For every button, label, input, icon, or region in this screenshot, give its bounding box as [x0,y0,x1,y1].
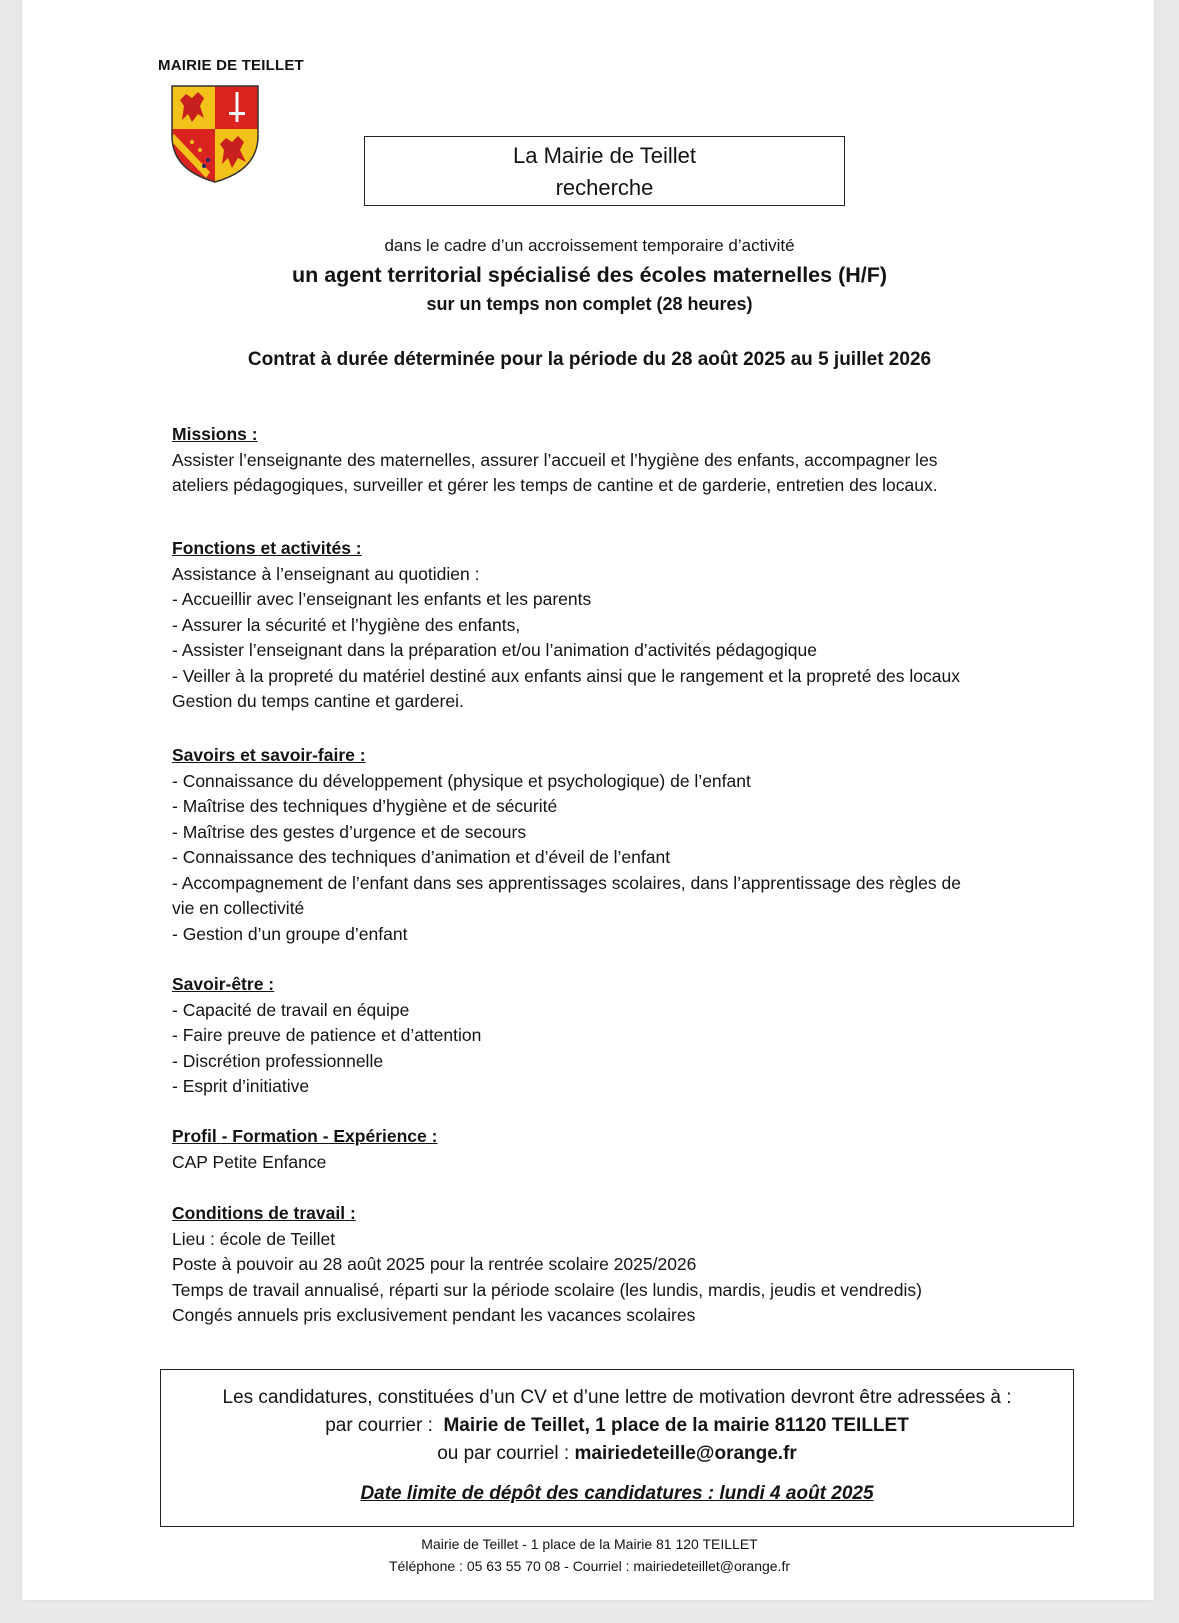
application-email [161,1440,1073,1468]
list-item: - Assister l’enseignant dans la préparation et/ou l’animation d’activités pédagogique [172,640,817,660]
footer-contact: Téléphone : 05 63 55 70 08 - Courriel : mairiedeteillet@orange.fr [389,1558,790,1574]
list-item: - Veiller à la propreté du matériel destiné aux enfants ainsi que le rangement et la propreté des locaux [172,665,960,686]
savoir-etre-section [172,972,1052,1100]
title-box [364,136,845,206]
job-title: un agent territorial spécialisé des écoles maternelles (H/F) [291,263,888,287]
footer-address: Mairie de Teillet - 1 place de la Mairie 81 120 TEILLET [421,1536,758,1552]
list-item: - Connaissance des techniques d’animation et d’éveil de l’enfant [172,847,671,867]
contract-text: Contrat à durée déterminée pour la période du 28 août 2025 au 5 juillet 2026 [247,349,932,370]
deadline-text: Date limite de dépôt des candidatures : lundi 4 août 2025 [360,1483,874,1504]
missions-text-2: ateliers pédagogiques, surveiller et gérer les temps de cantine et de garderie, entretien des locaux. [172,475,938,495]
savoirs-section [172,743,1052,947]
list-item: - Maîtrise des techniques d’hygiène et de sécurité [172,796,558,816]
conditions-section [172,1201,1052,1329]
mail-address: Mairie de Teillet, 1 place de la mairie 81120 TEILLET [443,1415,909,1436]
list-item: - Discrétion professionnelle [172,1050,384,1071]
savoir-etre-heading: Savoir-être : [172,974,275,994]
list-item: - Maîtrise des gestes d’urgence et de secours [172,821,527,842]
list-item: vie en collectivité [172,898,305,918]
missions-section [172,422,1052,499]
list-item: - Connaissance du développement (physique et psychologique) de l’enfant [172,770,751,791]
hours-text: sur un temps non complet (28 heures) [426,294,753,314]
list-item: Assistance à l’enseignant au quotidien : [172,563,480,584]
fonctions-heading: Fonctions et activités : [172,538,362,558]
conditions-heading: Conditions de travail : [172,1203,356,1223]
mairie-label: MAIRIE DE TEILLET [158,57,304,74]
title-line-2: recherche [555,175,654,200]
list-item: - Capacité de travail en équipe [172,999,410,1020]
email-address: mairiedeteille@orange.fr [574,1443,797,1464]
missions-text-1: Assister l’enseignante des maternelles, assurer l’accueil et l’hygiène des enfants, accompagner les [172,449,938,470]
list-item: CAP Petite Enfance [172,1151,327,1172]
fonctions-section [172,536,1052,715]
list-item: Gestion du temps cantine et garderei. [172,691,464,711]
intro-text: dans le cadre d’un accroissement temporaire d’activité [384,236,795,255]
list-item: - Accompagnement de l’enfant dans ses apprentissages scolaires, dans l’apprentissage des règles de [172,872,961,893]
coat-of-arms-icon [170,84,260,184]
list-item: Congés annuels pris exclusivement pendant les vacances scolaires [172,1305,696,1325]
list-item: - Faire preuve de patience et d’attention [172,1025,482,1045]
list-item: Lieu : école de Teillet [172,1228,336,1249]
profil-heading: Profil - Formation - Expérience : [172,1126,438,1146]
savoirs-heading: Savoirs et savoir-faire : [172,745,366,765]
application-box [160,1369,1074,1527]
list-item: - Esprit d’initiative [172,1076,310,1096]
list-item: - Gestion d’un groupe d’enfant [172,923,408,944]
list-item: - Accueillir avec l’enseignant les enfants et les parents [172,589,592,609]
email-prefix: ou par courriel : [437,1443,570,1464]
missions-heading: Missions : [172,424,258,444]
profil-section [172,1124,1052,1175]
title-line-1: La Mairie de Teillet [512,143,697,168]
application-mail [161,1412,1073,1440]
list-item: Poste à pouvoir au 28 août 2025 pour la rentrée scolaire 2025/2026 [172,1254,697,1274]
application-intro: Les candidatures, constituées d’un CV et d’une lettre de motivation devront être adressées à : [222,1387,1012,1408]
mail-prefix: par courrier : [325,1415,433,1436]
list-item: Temps de travail annualisé, réparti sur la période scolaire (les lundis, mardis, jeudis et vendredis) [172,1279,922,1300]
list-item: - Assurer la sécurité et l’hygiène des enfants, [172,614,521,635]
